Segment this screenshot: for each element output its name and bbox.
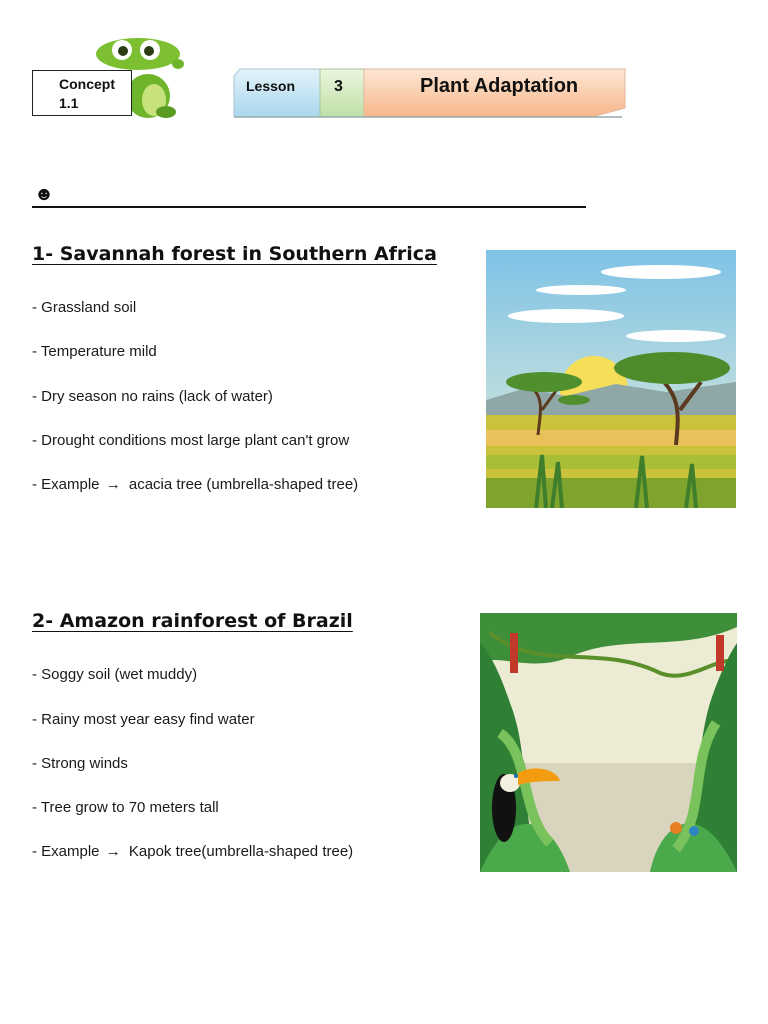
section-1-bullet-4: - Drought conditions most large plant can't grow xyxy=(32,432,350,449)
lesson-title: Plant Adaptation xyxy=(420,75,579,97)
section-2-bullet-1: - Soggy soil (wet muddy) xyxy=(32,666,198,683)
example-prefix: - Example xyxy=(32,843,100,860)
section-2-example xyxy=(32,843,353,861)
section-1-title: 1- Savannah forest in Southern Africa xyxy=(32,243,437,265)
example-text: acacia tree (umbrella-shaped tree) xyxy=(128,476,359,493)
section-2-bullet-2: - Rainy most year easy find water xyxy=(32,711,255,728)
arrow-right-icon: → xyxy=(105,843,121,860)
section-1-bullet-1: - Grassland soil xyxy=(32,299,137,316)
lesson-banner xyxy=(232,68,628,118)
section-2-title: 2- Amazon rainforest of Brazil xyxy=(32,610,353,632)
example-prefix: - Example xyxy=(32,476,100,493)
lesson-number: 3 xyxy=(334,78,343,95)
savanna-illustration xyxy=(486,250,736,508)
section-1-example xyxy=(32,476,358,494)
section-2-bullet-3: - Strong winds xyxy=(32,755,128,772)
section-2-bullet-4: - Tree grow to 70 meters tall xyxy=(32,799,219,816)
smiley-icon: ☻ xyxy=(34,184,54,205)
concept-box xyxy=(32,70,132,116)
example-text: Kapok tree(umbrella-shaped tree) xyxy=(128,843,354,860)
section-1-bullet-3: - Dry season no rains (lack of water) xyxy=(32,388,273,405)
name-line xyxy=(32,206,586,208)
concept-number: 1.1 xyxy=(59,95,79,111)
section-1-bullet-2: - Temperature mild xyxy=(32,343,157,360)
rainforest-illustration xyxy=(480,613,737,872)
arrow-right-icon: → xyxy=(105,476,121,493)
lesson-label: Lesson xyxy=(246,78,296,94)
concept-label: Concept xyxy=(59,76,115,92)
